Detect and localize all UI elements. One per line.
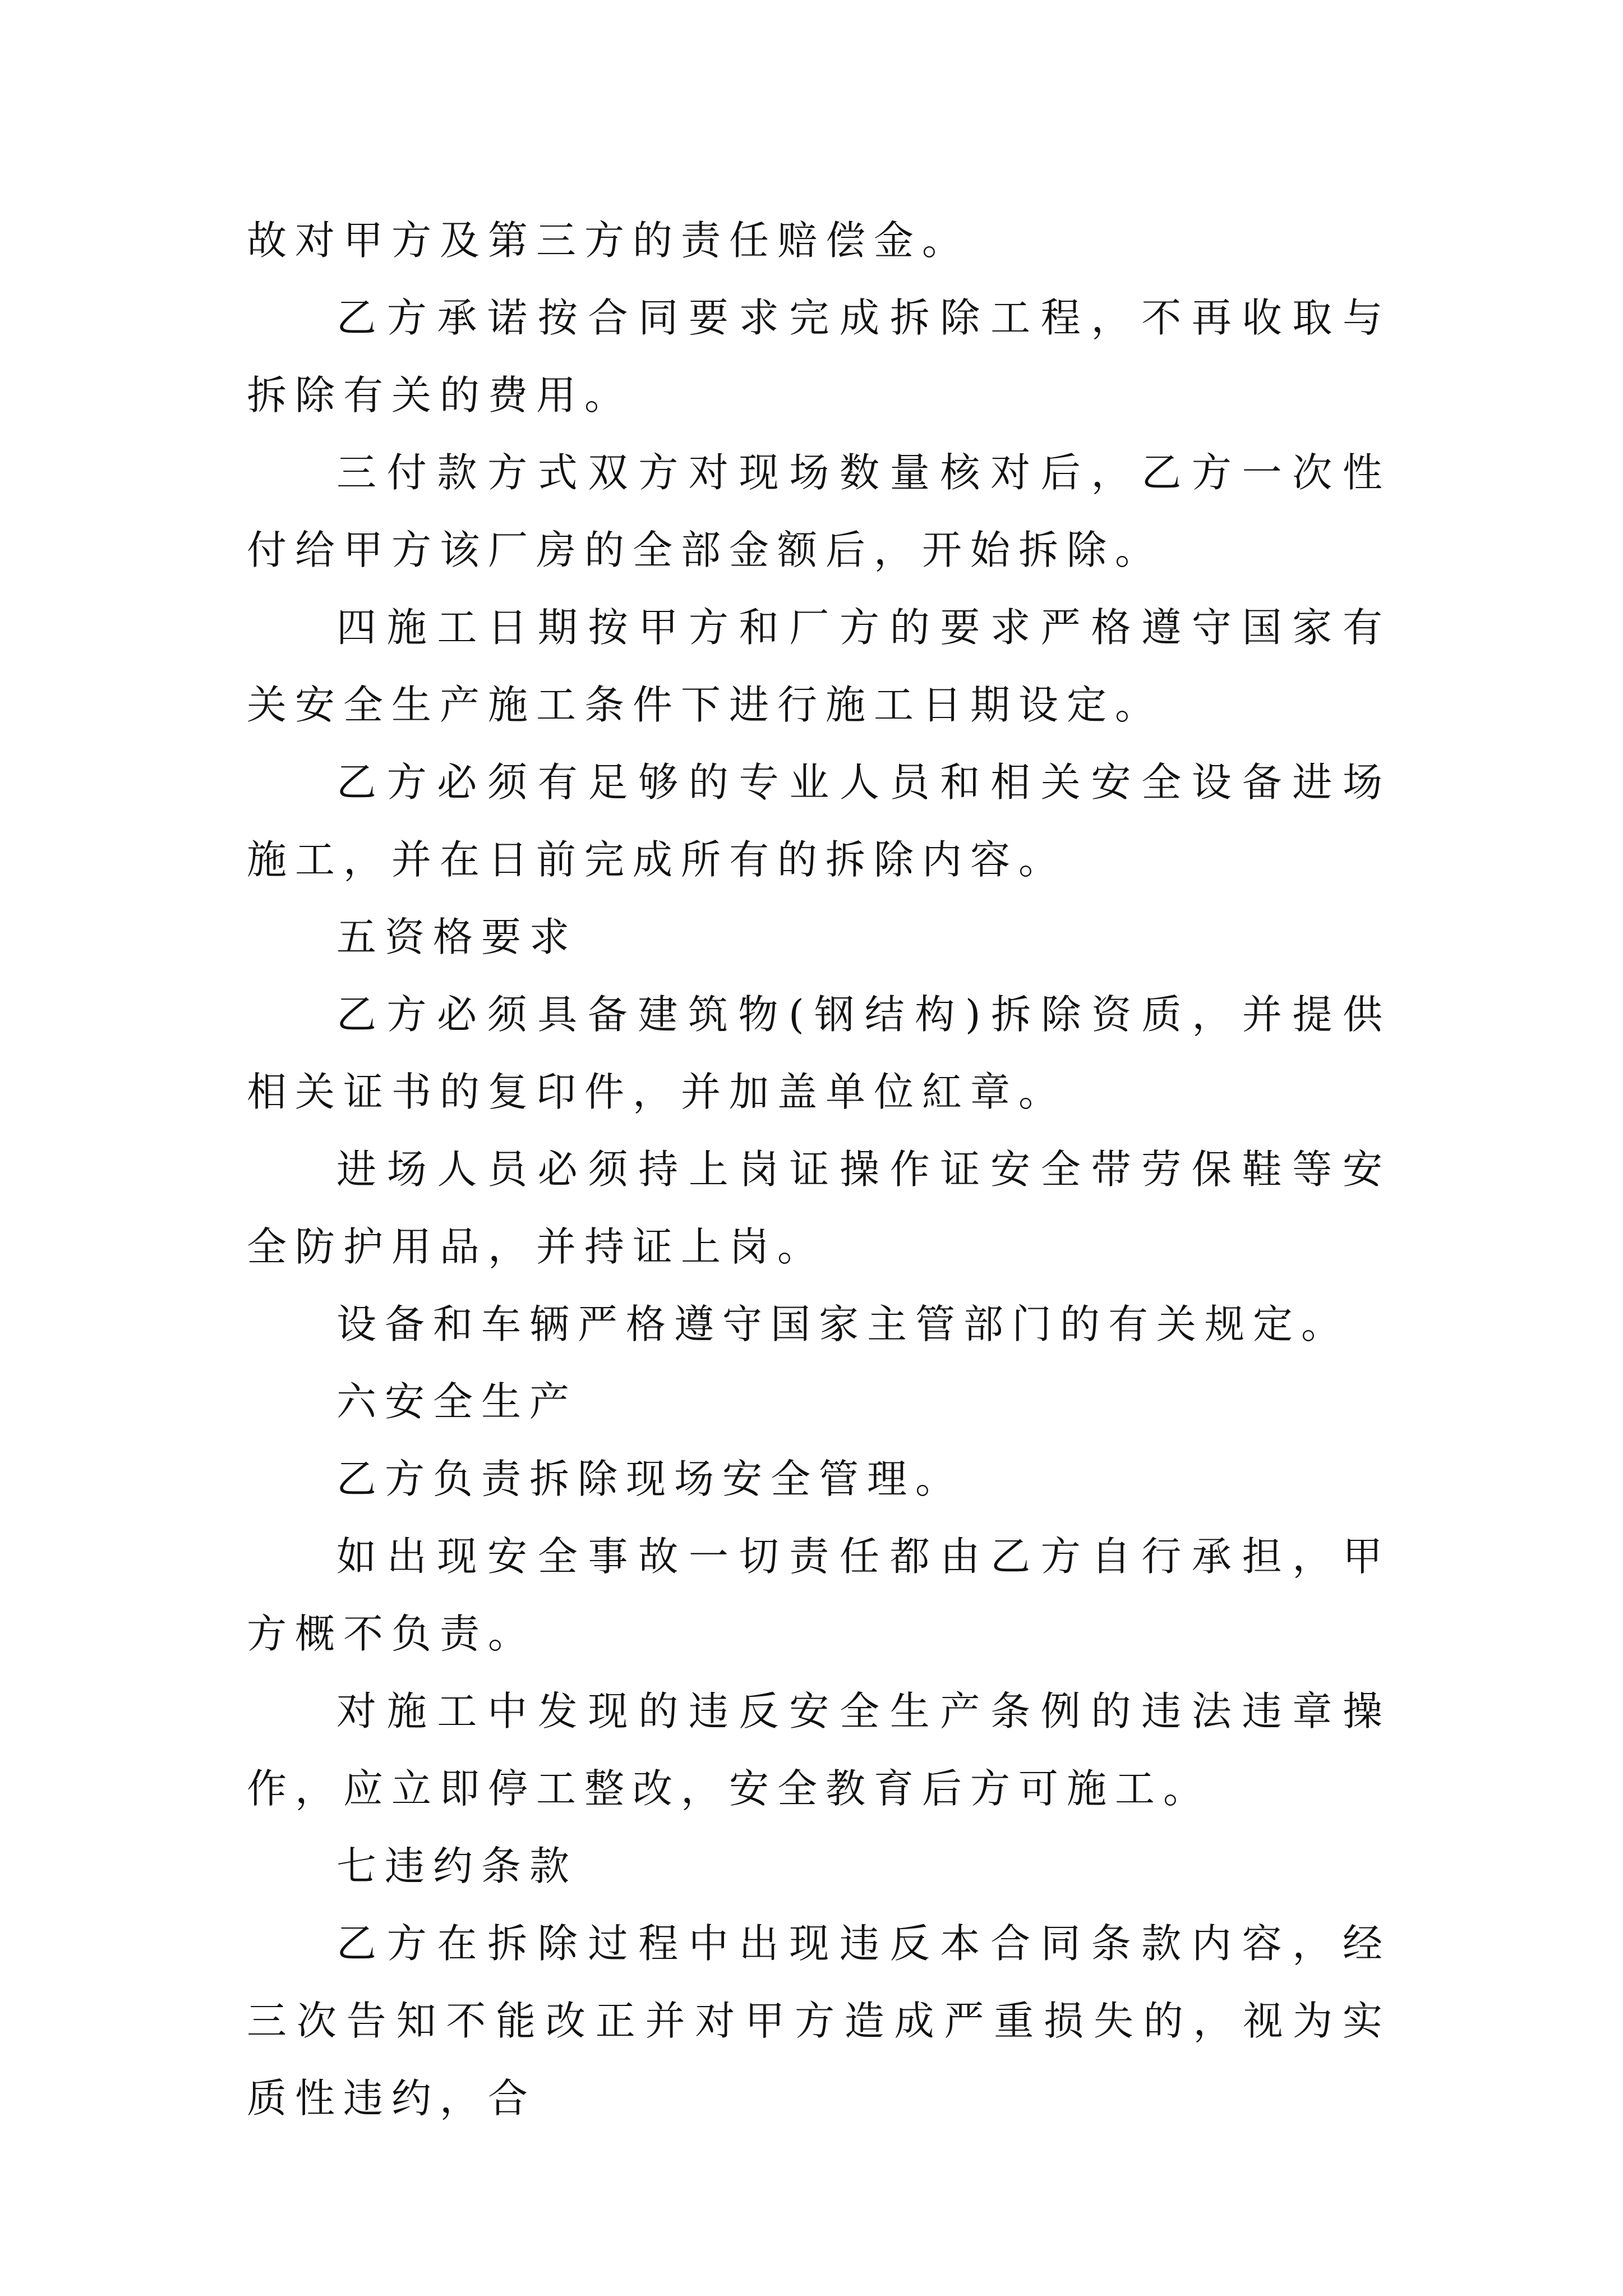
section-heading: 五资格要求 bbox=[336, 914, 578, 960]
paragraph: 乙方负责拆除现场安全管理。 bbox=[336, 1456, 964, 1502]
paragraph: 四施工日期按甲方和厂方的要求严格遵守国家有关安全生产施工条件下进行施工日期设定。 bbox=[247, 604, 1391, 728]
paragraph: 三付款方式双方对现场数量核对后，乙方一次性付给甲方该厂房的全部金额后，开始拆除。 bbox=[247, 449, 1391, 573]
paragraph: 故对甲方及第三方的责任赔偿金。 bbox=[247, 217, 971, 264]
section-heading: 七违约条款 bbox=[336, 1843, 578, 1889]
paragraph: 乙方必须具备建筑物(钢结构)拆除资质，并提供相关证书的复印件，并加盖单位紅章。 bbox=[247, 991, 1391, 1115]
paragraph: 进场人员必须持上岗证操作证安全带劳保鞋等安全防护用品，并持证上岗。 bbox=[247, 1146, 1391, 1270]
document-body bbox=[247, 202, 1391, 2137]
paragraph: 如出现安全事故一切责任都由乙方自行承担，甲方概不负责。 bbox=[247, 1533, 1391, 1657]
paragraph: 设备和车辆严格遵守国家主管部门的有关规定。 bbox=[336, 1301, 1350, 1347]
paragraph: 对施工中发现的违反安全生产条例的违法违章操作，应立即停工整改，安全教育后方可施工。 bbox=[247, 1688, 1391, 1812]
paragraph: 乙方在拆除过程中出现违反本合同条款内容，经三次告知不能改正并对甲方造成严重损失的，视为实质性违约，合 bbox=[247, 1920, 1391, 2122]
section-heading: 六安全生产 bbox=[336, 1378, 578, 1425]
paragraph: 乙方承诺按合同要求完成拆除工程，不再收取与拆除有关的费用。 bbox=[247, 295, 1391, 418]
paragraph: 乙方必须有足够的专业人员和相关安全设备进场施工，并在日前完成所有的拆除内容。 bbox=[247, 759, 1391, 883]
